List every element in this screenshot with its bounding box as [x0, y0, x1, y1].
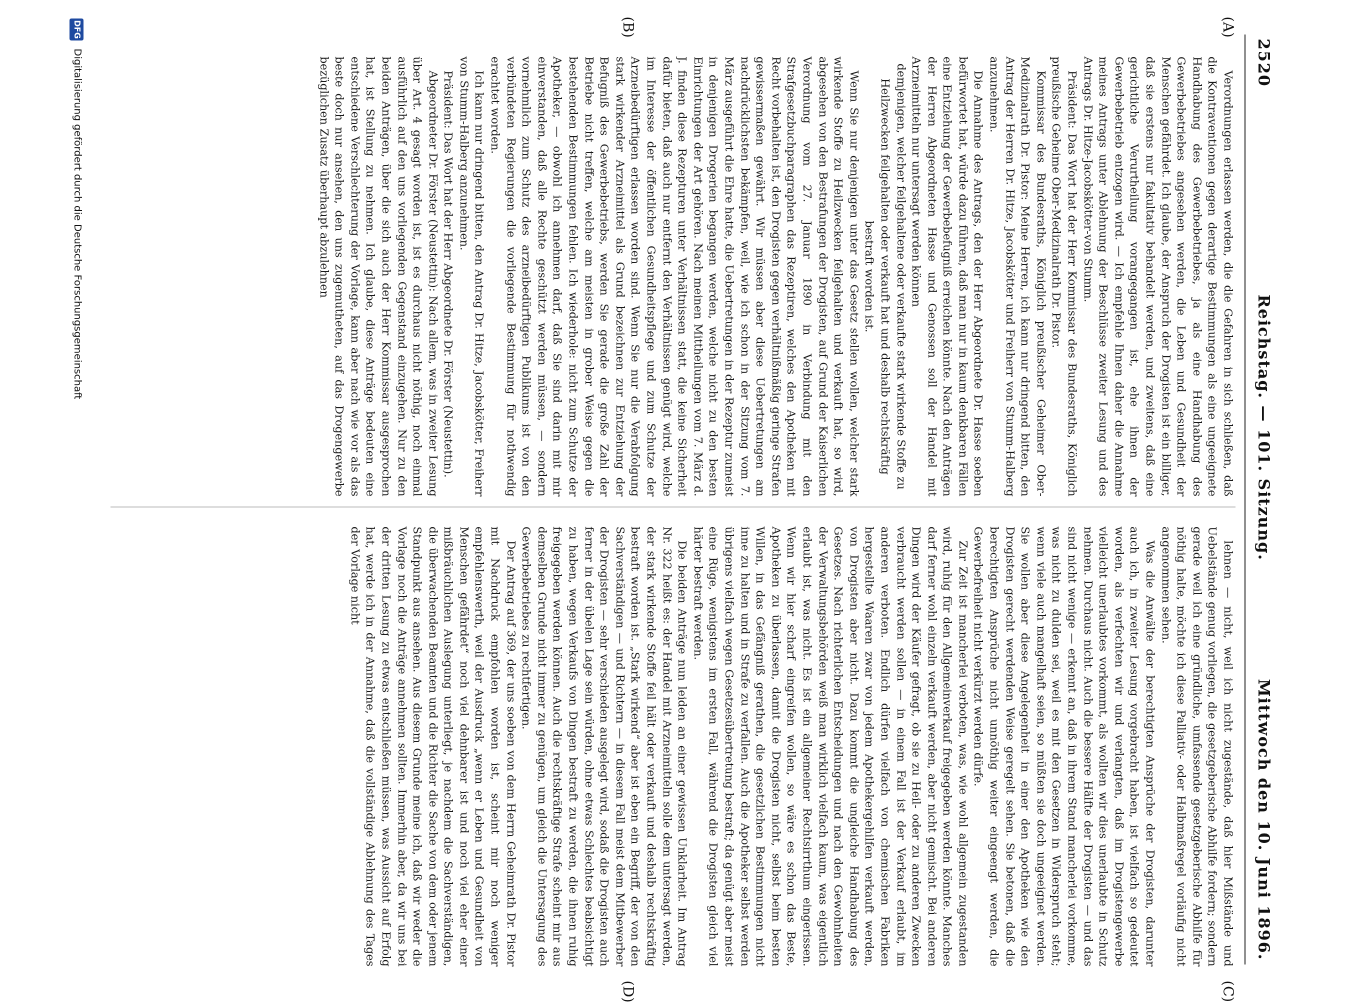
paragraph: Zur Zeit ist mancherlei verboten, was, wie wohl allgemein zugestanden wird, ruhig für den Allgemeinverkauf freigegeben werden könnte. Manches darf ferner wohl einzeln verkauft werden, aber nicht gemischt. Bei anderen Dingen wird der Käufer gefragt, ob sie zu Heil- oder zu anderen Zwecken verbraucht werden sollen — in einem Fall ist der Verkauf erlaubt, im anderen verboten. Endlich dürfen vielfach von chemischen Fabriken hergestellte Waaren zwar von jedem Apothekergehilfen verkauft werden, von Drogisten aber nicht. Dazu kommt die ungleiche Handhabung des Gesetzes. Nach richterlichen Entscheidungen und nach den Gewohnheiten der Verwaltungsbehörden weiß man wirklich vielfach kaum, was eigentlich erlaubt ist, was nicht. Es ist ein allgemeiner Rechtsirrthum eingerissen. Wenn wir hier scharf eingreifen wollen, so wäre es schon das Beste, Apotheken zu überlassen, damit die Drogisten nicht, selbst beim besten Willen, in das Gefängniß gerathen, die gesetzlichen Bestimmungen nicht inne zu halten und in Strafe zu verfallen. Auch die Apotheker selbst werden übrigens vielfach wegen Gesetzesübertretung bestraft; da genügt aber meist eine Rüge, wenigstens im ersten Fall, während die Drogisten gleich viel härter bestraft werden. — [690, 526, 969, 966]
margin-marker-d: (D) — [619, 980, 635, 1002]
session-date: Mittwoch den 10. Juni 1896. — [1254, 678, 1273, 960]
paragraph: Verordnungen erlassen werden, die die Gefahren in sich schließen, daß die Kontraventionen gegen derartige Bestimmungen als eine ungeeignete Handhabung des Gewerbebetriebes, ja als eine Handhabung des Gewerbebetriebes angesehen werden, die Leben und Gesundheit der Menschen gefährdet. Ich glaube, der Anspruch der Drogisten ist ein billiger, daß sie erstens nur fakultativ behandelt werden, und zweitens, daß eine gerichtliche Verurtheilung vorangegangen ist, ehe ihnen der Gewerbebetrieb entzogen wird. — Ich empfehle Ihnen daher die Annahme meines Antrags unter Ablehnung der Beschlüsse zweiter Lesung und des Antrags Dr. Hitze-Jacobskötter-von Stumm. — [1080, 56, 1234, 496]
left-column — [110, 56, 1235, 496]
page-number: 2520 — [1254, 38, 1273, 87]
paragraph: Die Annahme des Antrags, den der Herr Abgeordnete Dr. Hasse soeben befürwortet hat, würde dazu führen, daß man nur in kaum denkbaren Fällen eine Entziehung der Gewerbebefugniß erreichen könnte. Nach den Anträgen der Herren Abgeordneten Hasse und Genossen soll der Handel mit Arzneimitteln nur untersagt werden können — [909, 56, 985, 496]
paragraph: lehnen — nicht, weil ich nicht zugestände, daß hier Mißstände und Uebelstände genug vorliegen, die gesetzgeberische Abhilfe fordern; sondern gerade weil ich eine gründliche, umfassende gesetzgeberische Abhilfe für nöthig halte, möchte ich diese Palliativ- oder Halbmaßregel vorläufig nicht angenommen sehen. — [1158, 526, 1234, 966]
margin-marker-b: (B) — [619, 16, 635, 38]
footer-credit: Digitalisierung gefördert durch die Deutsche Forschungsgemeinschaft — [71, 48, 82, 399]
column-divider — [110, 506, 1235, 507]
digitization-footer — [61, 0, 85, 1000]
paragraph: Präsident: Das Wort hat der Herr Abgeordnete Dr. Förster (Neustettin). — [441, 70, 455, 478]
quoted-clause: demjenigen, welcher feilgehaltene oder verkaufte stark wirkende Stoffe zu Heilzwecken feilgehalten oder verkauft hat und deshalb rechtskräftig bestraft worden ist. — [862, 62, 907, 490]
paragraph: Präsident: Das Wort hat der Herr Kommissar des Bundesraths, Königlich preußische Geheime Ober-Medizinalrath Dr. Pistor. — [1049, 56, 1079, 496]
dfg-logo: DFG — [69, 18, 83, 40]
paragraph: Kommissar des Bundesraths, Königlich preußischer Geheimer Ober-Medizinalrath Dr. Pistor: Meine Herren, ich kann nur dringend bitten, den Antrag der Herren Dr. Hitze, Jacobskötter und Freiherr von Stumm-Halberg anzunehmen. — [987, 56, 1047, 496]
paragraph: Die beiden Anträge nun leiden an einer gewissen Unklarheit. Im Antrag Nr. 322 heißt es: der Handel mit Arzneimitteln solle dem untersagt werden, der stark wirkende Stoffe feil hält oder verkauft und deshalb rechtskräftig bestraft worden ist. „Stark wirkend“ aber ist eben ein Begriff, der von den Sachverständigen — und Richtern — in diesem Fall meist dem Mitbewerber der Drogisten — sehr verschieden ausgelegt wird, sodaß die Drogisten auch ferner in der übelen Lage sein würden, ohne etwas Schlechtes beabsichtigt zu haben, wegen Verkaufs von Dingen bestraft zu werden, die ihnen ruhig freigegeben werden können. Auch die rechtskräftige Strafe scheint mir aus demselben Grunde nicht immer zu genügen, um gleich die Untersagung des Gewerbebetriebes zu rechtfertigen. — [519, 526, 689, 966]
session-title: Reichstag. — 101. Sitzung. — [1254, 294, 1273, 561]
document-page — [95, 16, 1335, 1002]
right-column — [110, 526, 1235, 966]
margin-marker-a: (A) — [1219, 16, 1235, 38]
paragraph: Der Antrag auf 369, der uns soeben von dem Herrn Geheimrath Dr. Pistor mit Nachdruck empfohlen worden ist, scheint mir noch weniger empfehlenswerth, weil der Ausdruck „wenn er Leben und Gesundheit von Menschen gefährdet“ noch viel dehnbarer ist und noch viel eher einer mißbräuchlichen Auslegung unterliegt, je nachdem die Sachverständigen, die überwachenden Beamten und die Richter die Sache von dem oder jenem Standpunkt aus ansehen. Aus diesem Grunde meine ich, daß wir weder die Vorlage noch die Anträge annehmen sollten. Immerhin aber, da wir uns bei der dritten Lesung zu etwas entschließen müssen, was Aussicht auf Erfolg hat, werde ich in der Annahme, daß die vollständige Ablehnung des Tages der Vorlage nicht — [347, 526, 517, 966]
paragraph: Ich kann nur dringend bitten, den Antrag Dr. Hitze, Jacobskötter, Freiherr von Stumm-Halberg anzunehmen. — [456, 56, 486, 496]
header-rule — [1244, 34, 1245, 964]
paragraph: Was die Anwälte der berechtigten Ansprüche der Drogisten, darunter auch ich, in zweiter Lesung vorgebracht haben, ist vielfach so gedeutet worden, als verfechten wir und verlangten, daß im Drogistengewerbe vielleicht unerlaubtes vorkommt, als wollten wir dies unerlaubte in Schutz nehmen. Durchaus nicht. Auch die bessere Hälfte der Drogisten — und das sind nicht wenige — erkennt an, daß in ihrem Stand mancherlei vorkomme, was nicht zu dulden sei, weil es mit den Gesetzen in Widerspruch steht; wenn viele auch mangelhaft seien, so müßten sie doch ungeeignet werden. Sie wollen aber diese Angelegenheit in einer den Apotheken wie den Drogisten gerecht werdenden Weise geregelt sehen. Sie betonen, daß die berechtigten Ansprüche nicht unnöthig weiter eingeengt werden, die Gewerbefreiheit nicht verkürzt werden dürfe. — [971, 526, 1157, 966]
paragraph: Abgeordneter Dr. Förster (Neustettin): Nach allem, was in zweiter Lesung über Art. 4 gesagt worden ist, ist es durchaus nicht nöthig, noch einmal ausführlich auf den uns vorliegenden Gegenstand einzugehen. Nur zu den beiden Anträgen, über die sich auch der Herr Kommissar ausgesprochen hat, ist Stellung zu nehmen. Ich glaube, diese Anträge bedeuten eine entschiedene Verschlechterung der Vorlage, kann aber nach wie vor als das beste doch nur ansehen, den uns zugemutheten, auf das Drogengewerbe bezüglichen Zusatz überhaupt abzulehnen — [316, 56, 439, 496]
page-header — [1247, 34, 1273, 974]
paragraph: Wenn Sie nur denjenigen unter das Gesetz stellen wollen, welcher stark wirkende Stoffe zu Heilzwecken feilgehalten und verkauft hat, so wird, abgesehen von den Bestrafungen der Drogisten, auf Grund der Kaiserlichen Verordnung vom 27. Januar 1890 in Verbindung mit den Strafgesetzbuchparagraphen das Rezeptiren, welches den Apotheken mit Recht vorbehalten ist, den Drogisten gegen verhältnißmäßig geringe Strafen gewissermaßen gewährt. Wir müssen aber diese Uebertretungen am nachdrücklichsten bekämpfen, weil, wie ich schon in der Sitzung vom 7. März ausgeführt die Ehre hatte, die Uebertretungen in der Rezeptur zumeist in denjenigen Drogerien begangen werden, welche nicht zu den besten Einrichtungen der Art gehören. Nach meinen Mittheilungen vom 7. März d. J. finden diese Rezepturen unter Verhältnissen statt, die keine Sicherheit dafür bieten, daß auch nur entfernt den Verhältnissen genügt wird, welche im Interesse der öffentlichen Gesundheitspflege und zum Schutze der Arzneibedürftigen erlassen worden sind. Wenn Sie nur die Verabfolgung stark wirkender Arzneimittel als Grund bezeichnen zur Entziehung der Befugniß des Gewerbebetriebs, werden Sie gerade die große Zahl der Betriebe nicht treffen, welche am meisten in grober Weise gegen die bestehenden Bestimmungen fehlen. Ich wiederhole: nicht zum Schutze der Apotheker, — obwohl ich annehmen darf, daß Sie sind darin mit mir einverstanden, daß alle Rechte geschützt werden müssen, — sondern vornehmlich zum Schutz des arzneibedürftigen Publikums ist von den verbündeten Regierungen die vorliegende Bestimmung für nothwendig erachtet worden. — [488, 56, 860, 496]
margin-marker-c: (C) — [1219, 980, 1235, 1002]
